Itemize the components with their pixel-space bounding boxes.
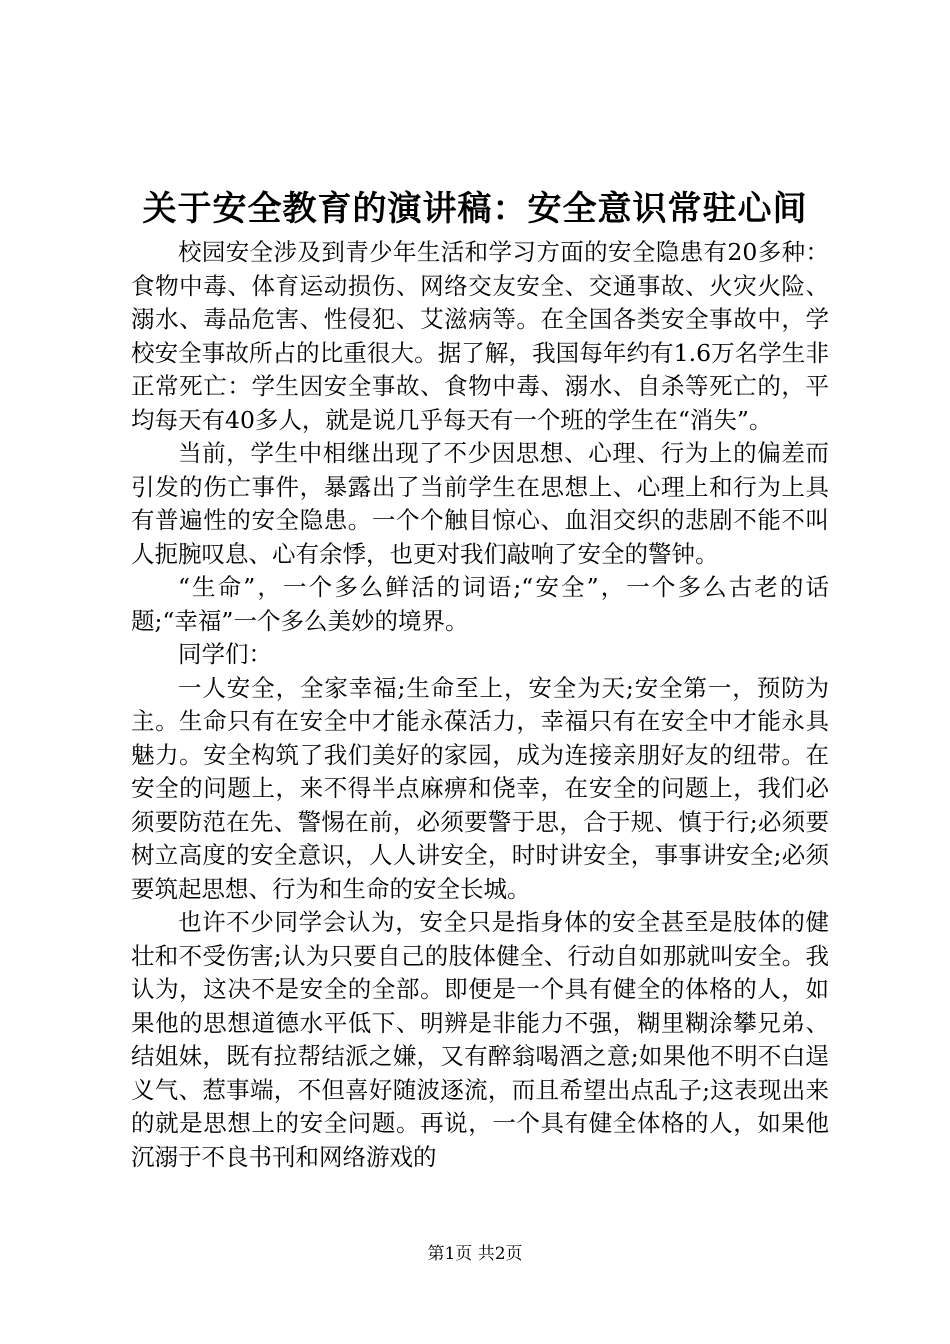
paragraph-2: 当前，学生中相继出现了不少因思想、心理、行为上的偏差而引发的伤亡事件，暴露出了当前学生在思想上、心理上和行为上具有普遍性的安全隐患。一个个触目惊心、血泪交织的悲剧不能不叫人扼腕叹息、心有余悸，也更对我们敲响了安全的警钟。	[131, 439, 829, 568]
document-body	[131, 236, 829, 1174]
paragraph-4: 同学们：	[178, 640, 272, 668]
paragraph-5: 一人安全，全家幸福;生命至上，安全为天;安全第一，预防为主。生命只有在安全中才能永葆活力，幸福只有在安全中才能永具魅力。安全构筑了我们美好的家园，成为连接亲朋好友的纽带。在安全的问题上，来不得半点麻痹和侥幸，在安全的问题上，我们必须要防范在先、警惕在前，必须要警于思，合于规、慎于行;必须要树立高度的安全意识，人人讲安全，时时讲安全，事事讲安全;必须要筑起思想、行为和生命的安全长城。	[131, 673, 829, 903]
page-footer: 第1页 共2页	[427, 1244, 523, 1264]
paragraph-6: 也许不少同学会认为，安全只是指身体的安全甚至是肢体的健壮和不受伤害;认为只要自己的肢体健全、行动自如那就叫安全。我认为，这决不是安全的全部。即便是一个具有健全的体格的人，如果他的思想道德水平低下、明辨是非能力不强，糊里糊涂攀兄弟、结姐妹，既有拉帮结派之嫌，又有醉翁喝酒之意;如果他不明不白逞义气、惹事端，不但喜好随波逐流，而且希望出点乱子;这表现出来的就是思想上的安全问题。再说，一个具有健全体格的人，如果他沉溺于不良书刊和网络游戏的	[131, 908, 829, 1171]
paragraph-3: “生命”，一个多么鲜活的词语;“安全”，一个多么古老的话题;“幸福”一个多么美妙的境界。	[131, 573, 829, 635]
document-title: 关于安全教育的演讲稿：安全意识常驻心间	[142, 189, 808, 229]
paragraph-1: 校园安全涉及到青少年生活和学习方面的安全隐患有20多种：食物中毒、体育运动损伤、网络交友安全、交通事故、火灾火险、溺水、毒品危害、性侵犯、艾滋病等。在全国各类安全事故中，学校安全事故所占的比重很大。据了解，我国每年约有1.6万名学生非正常死亡：学生因安全事故、食物中毒、溺水、自杀等死亡的，平均每天有40多人，就是说几乎每天有一个班的学生在“消失”。	[131, 238, 829, 434]
